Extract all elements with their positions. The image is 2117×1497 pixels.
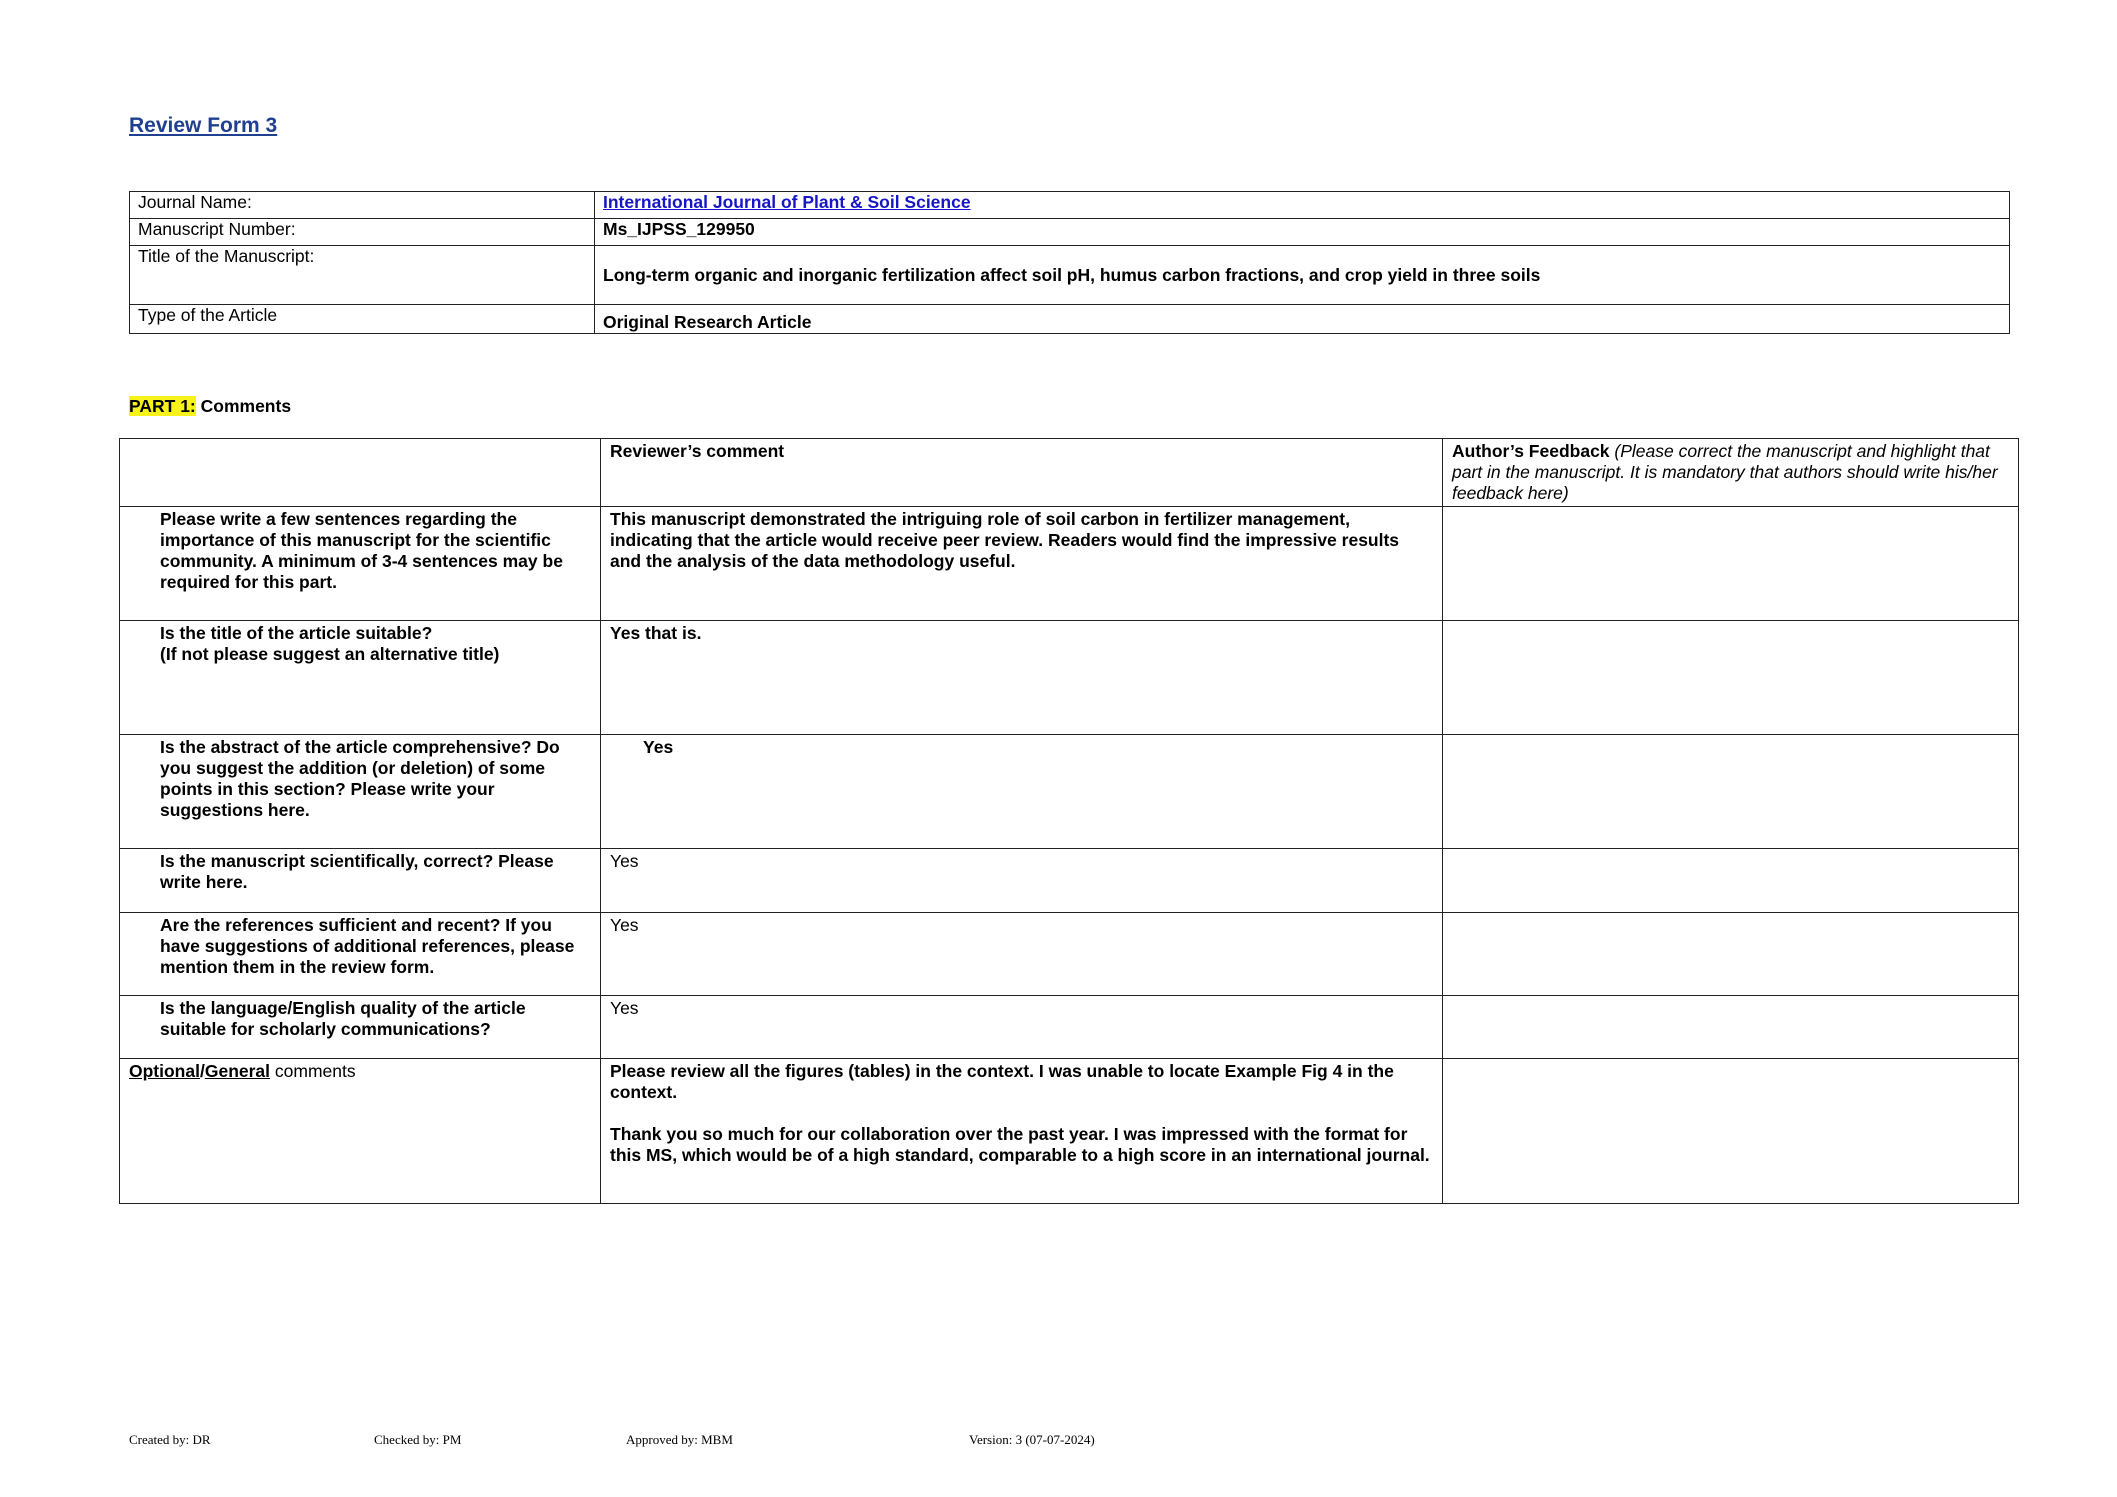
part-heading bbox=[129, 396, 291, 417]
header-row bbox=[120, 439, 2019, 507]
form-title: Review Form 3 bbox=[129, 114, 278, 137]
optional-word: Optional bbox=[129, 1061, 200, 1081]
author-feedback-optional[interactable] bbox=[1443, 1059, 2019, 1204]
general-word: General bbox=[204, 1061, 271, 1081]
author-feedback-title-cell[interactable] bbox=[1443, 621, 2019, 735]
table-row bbox=[120, 621, 2019, 735]
author-feedback-abstract[interactable] bbox=[1443, 735, 2019, 849]
question-title bbox=[120, 621, 601, 735]
comment-scientific[interactable]: Yes bbox=[601, 849, 1443, 913]
journal-row bbox=[130, 192, 2010, 219]
author-feedback-scientific[interactable] bbox=[1443, 849, 2019, 913]
journal-value bbox=[595, 192, 2010, 219]
question-scientific: Is the manuscript scientifically, correct? Please write here. bbox=[120, 849, 601, 913]
question-abstract: Is the abstract of the article comprehensive? Do you suggest the addition (or deletion) of some points in this section? Please write your suggestions here. bbox=[120, 735, 601, 849]
optional-comment-paragraph-1: Please review all the figures (tables) in the context. I was unable to locate Example Fig 4 in the context. bbox=[610, 1061, 1394, 1102]
footer-checked-by: Checked by: PM bbox=[374, 1432, 462, 1447]
table-row bbox=[120, 913, 2019, 996]
comments-word: comments bbox=[270, 1061, 356, 1081]
manuscript-title-label: Title of the Manuscript: bbox=[130, 246, 595, 305]
optional-comments-row bbox=[120, 1059, 2019, 1204]
manuscript-number-label: Manuscript Number: bbox=[130, 219, 595, 246]
footer-created-by: Created by: DR bbox=[129, 1432, 211, 1447]
review-comments-table bbox=[119, 438, 2019, 1204]
optional-comment-paragraph-2: Thank you so much for our collaboration over the past year. I was impressed with the format for this MS, which would be of a high standard, comparable to a high score in an international journal. bbox=[610, 1124, 1430, 1165]
part-title: Comments bbox=[195, 396, 292, 416]
table-row bbox=[120, 735, 2019, 849]
manuscript-title-row bbox=[130, 246, 2010, 305]
comment-references[interactable]: Yes bbox=[601, 913, 1443, 996]
optional-comments-label bbox=[120, 1059, 601, 1204]
question-references: Are the references sufficient and recent? If you have suggestions of additional references, please mention them in the review form. bbox=[120, 913, 601, 996]
optional-comment[interactable] bbox=[601, 1059, 1443, 1204]
journal-link[interactable]: International Journal of Plant & Soil Science bbox=[603, 192, 971, 212]
footer-approved-by: Approved by: MBM bbox=[626, 1432, 733, 1447]
header-empty-cell bbox=[120, 439, 601, 507]
table-row bbox=[120, 996, 2019, 1059]
author-feedback-references[interactable] bbox=[1443, 913, 2019, 996]
article-type-label: Type of the Article bbox=[130, 305, 595, 334]
optional-slash: / bbox=[199, 1061, 205, 1081]
comment-abstract[interactable] bbox=[601, 735, 1443, 849]
footer-version: Version: 3 (07-07-2024) bbox=[969, 1432, 1095, 1447]
comment-abstract-text: Yes bbox=[643, 737, 674, 757]
comment-language[interactable]: Yes bbox=[601, 996, 1443, 1059]
header-reviewer-comment: Reviewer’s comment bbox=[601, 439, 1443, 507]
question-language: Is the language/English quality of the article suitable for scholarly communications? bbox=[120, 996, 601, 1059]
manuscript-number-value: Ms_IJPSS_129950 bbox=[595, 219, 2010, 246]
manuscript-title-value: Long-term organic and inorganic fertilization affect soil pH, humus carbon fractions, and crop yield in three soils bbox=[595, 246, 2010, 305]
header-author-feedback bbox=[1443, 439, 2019, 507]
journal-label: Journal Name: bbox=[130, 192, 595, 219]
author-feedback-title: Author’s Feedback bbox=[1452, 441, 1610, 461]
author-feedback-note: (Please correct the manuscript and highlight that part in the manuscript. It is mandatory that authors should write his/her feedback here) bbox=[1452, 441, 1998, 503]
table-row bbox=[120, 507, 2019, 621]
article-type-value: Original Research Article bbox=[595, 305, 2010, 334]
question-importance: Please write a few sentences regarding the importance of this manuscript for the scientific community. A minimum of 3-4 sentences may be required for this part. bbox=[120, 507, 601, 621]
author-feedback-importance[interactable] bbox=[1443, 507, 2019, 621]
comment-importance[interactable]: This manuscript demonstrated the intriguing role of soil carbon in fertilizer management, indicating that the article would receive peer review. Readers would find the impressive results and the analysis of the data methodology useful. bbox=[601, 507, 1443, 621]
question-title-line1: Is the title of the article suitable? bbox=[160, 623, 433, 643]
part-label: PART 1: bbox=[129, 396, 196, 416]
manuscript-number-row bbox=[130, 219, 2010, 246]
comment-title[interactable]: Yes that is. bbox=[601, 621, 1443, 735]
question-title-line2: (If not please suggest an alternative title) bbox=[160, 644, 500, 664]
article-type-row bbox=[130, 305, 2010, 334]
table-row bbox=[120, 849, 2019, 913]
author-feedback-language[interactable] bbox=[1443, 996, 2019, 1059]
manuscript-info-table bbox=[129, 191, 2010, 334]
